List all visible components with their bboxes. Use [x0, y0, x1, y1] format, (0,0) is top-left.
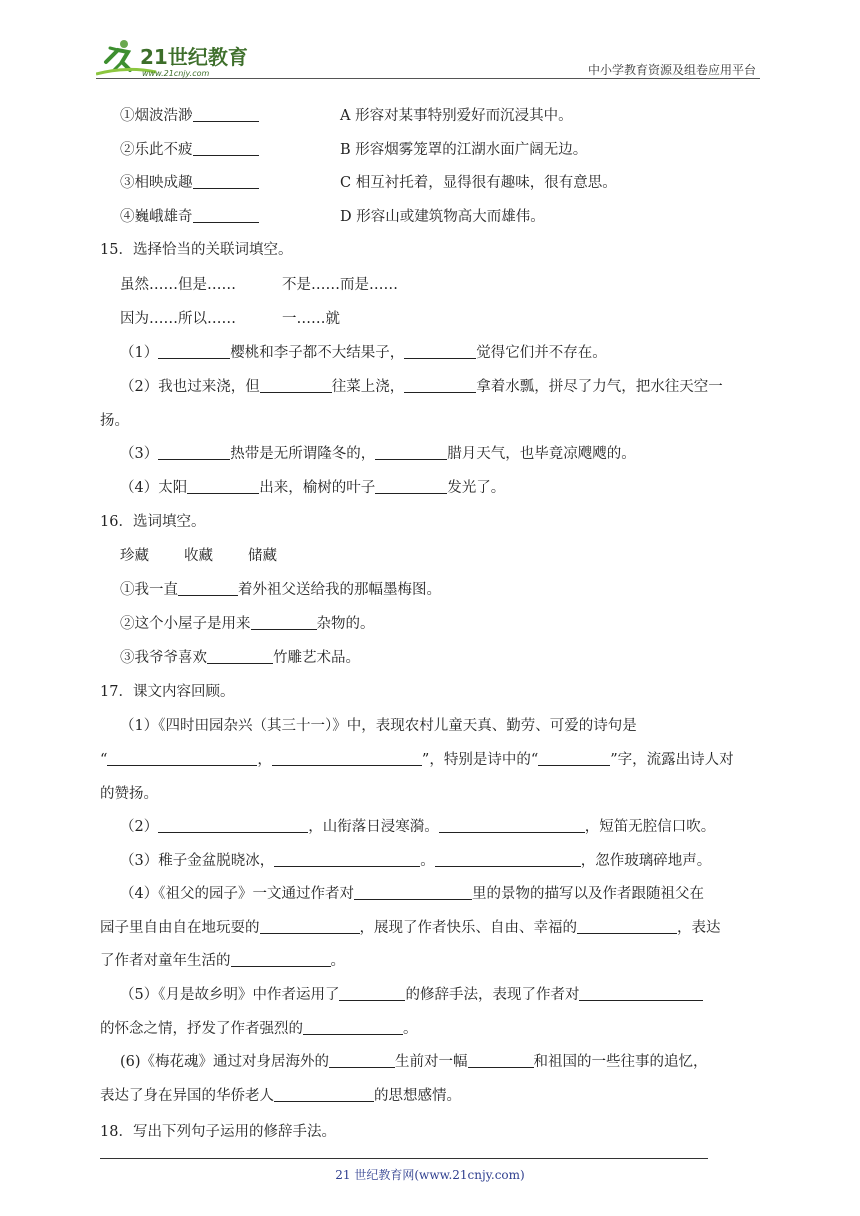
text: （2）我也过来浇，但 — [120, 379, 260, 395]
text: 出来，榆树的叶子 — [259, 480, 376, 496]
answer-blank[interactable] — [178, 581, 238, 596]
text: ③我爷爷喜欢 — [120, 650, 207, 666]
q15-sentence-3 — [120, 444, 636, 464]
answer-blank[interactable] — [260, 378, 332, 393]
text: 觉得它们并不存在。 — [476, 345, 607, 361]
q17-sentence-4-end — [100, 951, 345, 971]
text: ①我一直 — [120, 582, 178, 598]
text: ，山衔落日浸寒漪。 — [308, 819, 439, 835]
q14-item-3 — [120, 173, 259, 193]
text: （3） — [120, 446, 159, 462]
q18-title: 18．写出下列句子运用的修辞手法。 — [100, 1124, 336, 1140]
text: 杂物的。 — [316, 616, 375, 632]
q17-sentence-4 — [120, 884, 704, 904]
answer-blank[interactable] — [303, 1020, 403, 1035]
q15-option-4: 一……就 — [282, 311, 340, 327]
text: 的修辞手法，表现了作者对 — [405, 987, 580, 1003]
q17-sentence-1-end: 的赞扬。 — [100, 786, 158, 802]
q16-sentence-1 — [120, 580, 441, 600]
q17-sentence-1: （1）《四时田园杂兴（其三十一）》中，表现农村儿童天真、勤劳、可爱的诗句是 — [120, 718, 637, 734]
text: （5）《月是故乡明》中作者运用了 — [120, 987, 340, 1003]
q15-option-3: 因为……所以…… — [120, 311, 236, 327]
answer-blank[interactable] — [251, 615, 317, 630]
site-logo — [96, 36, 256, 80]
q15-sentence-2 — [120, 377, 723, 397]
q14-def-4: D 形容山或建筑物高大而雄伟。 — [340, 209, 545, 225]
answer-blank[interactable] — [468, 1053, 534, 1068]
text: 。 — [403, 1021, 418, 1037]
answer-blank[interactable] — [375, 445, 447, 460]
answer-blank[interactable] — [193, 174, 259, 189]
text: ， — [257, 752, 272, 768]
q17-sentence-4-cont — [100, 918, 721, 938]
text: 的怀念之情，抒发了作者强烈的 — [100, 1021, 303, 1037]
text: ，短笛无腔信口吹。 — [584, 819, 716, 835]
answer-blank[interactable] — [579, 986, 703, 1001]
answer-blank[interactable] — [193, 141, 259, 156]
text: ，忽作玻璃碎地声。 — [580, 853, 712, 869]
q15-sentence-2-cont: 扬。 — [100, 413, 129, 429]
q16-option-3: 储藏 — [248, 548, 277, 564]
header-divider — [96, 78, 760, 79]
platform-title: 中小学教育资源及组卷应用平台 — [587, 63, 756, 77]
text: 往菜上浇， — [331, 379, 405, 395]
answer-blank[interactable] — [158, 818, 308, 833]
logo-text: 21世纪教育 — [140, 45, 248, 69]
q17-sentence-6 — [120, 1052, 708, 1072]
text: ，展现了作者快乐、自由、幸福的 — [359, 920, 577, 936]
text: （2） — [120, 819, 159, 835]
answer-blank[interactable] — [274, 1087, 374, 1102]
q16-title: 16．选词填空。 — [100, 514, 206, 530]
q17-sentence-1-cont — [100, 750, 734, 770]
text: 着外祖父送给我的那幅墨梅图。 — [238, 582, 441, 598]
answer-blank[interactable] — [274, 852, 420, 867]
answer-blank[interactable] — [435, 852, 581, 867]
term-text: ③相映成趣 — [120, 175, 193, 191]
answer-blank[interactable] — [187, 479, 259, 494]
text: 竹雕艺术品。 — [273, 650, 360, 666]
text: 里的景物的描写以及作者跟随祖父在 — [471, 886, 704, 902]
text: （1） — [120, 345, 159, 361]
answer-blank[interactable] — [375, 479, 447, 494]
q14-def-3: C 相互衬托着，显得很有趣味，很有意思。 — [340, 175, 617, 191]
text: 腊月天气，也毕竟凉飕飕的。 — [447, 446, 636, 462]
q17-sentence-5-cont — [100, 1019, 418, 1039]
text: 。 — [330, 953, 345, 969]
text: 的思想感情。 — [374, 1088, 461, 1104]
q17-sentence-3 — [120, 851, 711, 871]
text: 热带是无所谓隆冬的， — [230, 446, 376, 462]
q16-sentence-3 — [120, 648, 360, 668]
q14-item-4 — [120, 207, 259, 227]
answer-blank[interactable] — [354, 885, 472, 900]
text: ”字，流露出诗人对 — [610, 752, 734, 768]
q14-def-1: A 形容对某事特别爱好而沉浸其中。 — [340, 108, 573, 124]
text: 。 — [420, 853, 435, 869]
text: “ — [100, 752, 108, 768]
q17-sentence-6-cont — [100, 1086, 461, 1106]
text: （3）稚子金盆脱晓冰， — [120, 853, 275, 869]
answer-blank[interactable] — [107, 751, 257, 766]
footer-divider — [100, 1158, 708, 1159]
text: 园子里自由自在地玩耍的 — [100, 920, 260, 936]
term-text: ①烟波浩渺 — [120, 108, 193, 124]
text: 表达了身在异国的华侨老人 — [100, 1088, 274, 1104]
q14-item-2 — [120, 140, 259, 160]
q17-sentence-5 — [120, 985, 703, 1005]
text: 和祖国的一些往事的追忆， — [533, 1054, 708, 1070]
text: 了作者对童年生活的 — [100, 953, 231, 969]
answer-blank[interactable] — [339, 986, 405, 1001]
answer-blank[interactable] — [329, 1053, 395, 1068]
text: 樱桃和李子都不大结果子， — [230, 345, 405, 361]
answer-blank[interactable] — [207, 649, 273, 664]
text: ②这个小屋子是用来 — [120, 616, 251, 632]
logo-url: www.21cnjy.com — [142, 69, 210, 78]
q15-option-1: 虽然……但是…… — [120, 277, 236, 293]
q16-option-2: 收藏 — [184, 548, 213, 564]
answer-blank[interactable] — [158, 445, 230, 460]
text: （4）《祖父的园子》一文通过作者对 — [120, 886, 354, 902]
answer-blank[interactable] — [404, 378, 476, 393]
answer-blank[interactable] — [538, 751, 610, 766]
answer-blank[interactable] — [193, 107, 259, 122]
q16-option-1: 珍藏 — [120, 548, 149, 564]
answer-blank[interactable] — [272, 751, 422, 766]
q15-sentence-1 — [120, 343, 607, 363]
q15-option-2: 不是……而是…… — [282, 277, 398, 293]
term-text: ④巍峨雄奇 — [120, 209, 193, 225]
answer-blank[interactable] — [260, 919, 360, 934]
text: （4）太阳 — [120, 480, 188, 496]
q14-def-2: B 形容烟雾笼罩的江湖水面广阔无边。 — [340, 142, 588, 158]
q15-sentence-4 — [120, 478, 505, 498]
text: 拿着水瓢，拼尽了力气，把水往天空一 — [476, 379, 723, 395]
q17-sentence-2 — [120, 817, 715, 837]
text: 发光了。 — [447, 480, 506, 496]
q15-title: 15．选择恰当的关联词填空。 — [100, 242, 293, 258]
answer-blank[interactable] — [158, 344, 230, 359]
answer-blank[interactable] — [439, 818, 585, 833]
answer-blank[interactable] — [193, 208, 259, 223]
term-text: ②乐此不疲 — [120, 142, 193, 158]
text: ”，特别是诗中的“ — [421, 752, 539, 768]
answer-blank[interactable] — [404, 344, 476, 359]
answer-blank[interactable] — [231, 952, 331, 967]
text: ，表达 — [677, 920, 721, 936]
q14-item-1 — [120, 106, 259, 126]
text: 生前对一幅 — [395, 1054, 468, 1070]
q17-title: 17．课文内容回顾。 — [100, 684, 235, 700]
q16-sentence-2 — [120, 614, 375, 634]
answer-blank[interactable] — [577, 919, 677, 934]
text: (6)《梅花魂》通过对身居海外的 — [120, 1054, 330, 1070]
footer-text: 21 世纪教育网(www.21cnjy.com) — [335, 1168, 525, 1182]
